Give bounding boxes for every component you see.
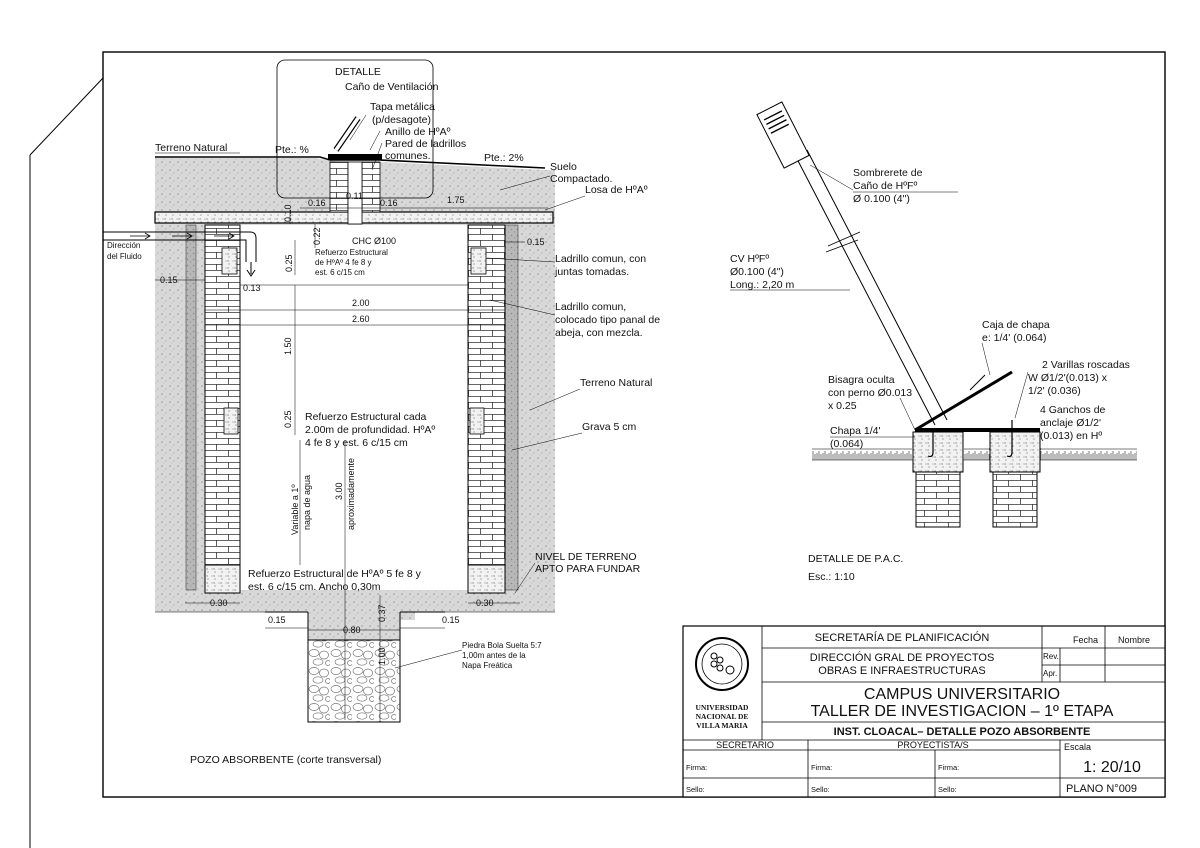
dim-037: 0.37 (377, 604, 387, 622)
firma-1: Firma: (686, 763, 708, 772)
rods-label-3: 1/2' (0.036) (1028, 385, 1081, 397)
sello-3: Sello: (938, 785, 957, 794)
dim-013: 0.13 (243, 283, 261, 293)
hinge-label-2: con perno Ø0.013 (828, 387, 913, 399)
stone-label-2: 1,00m antes de la (462, 651, 526, 660)
dim-100: 1.00 (377, 647, 387, 665)
flow-direction-label: Dirección (107, 241, 141, 250)
cap-label-3: Ø 0.100 (4") (853, 193, 910, 205)
dim-200: 2.00 (352, 298, 370, 308)
right-drawing-title: DETALLE DE P.A.C. (808, 553, 904, 565)
reinforcement-top-label-3: est. 6 c/15 cm (315, 268, 365, 277)
reinforcement-mid-label-1: Refuerzo Estructural cada (305, 411, 427, 423)
dim-260: 2.60 (352, 314, 370, 324)
cap-label-2: Caño de HºFº (853, 180, 918, 192)
pac-detail (730, 102, 1137, 583)
hooks-label-3: (0.013) en Hº (1040, 430, 1103, 442)
reinforcement-top-label-1: Refuerzo Estructural (315, 248, 388, 257)
metal-lid-note: (p/desagote) (372, 114, 431, 126)
rods-label-1: 2 Varillas roscadas (1042, 359, 1130, 371)
hinge-label-3: x 0.25 (828, 400, 857, 412)
vent-pipe-label: Caño de Ventilación (345, 81, 439, 93)
dim-030a: 0.30 (210, 598, 228, 608)
dim-025a: 0.25 (284, 254, 294, 272)
plate-label-2: (0.064) (830, 438, 864, 450)
compacted-soil-label: Suelo (550, 161, 577, 173)
dim-150: 1.50 (283, 337, 293, 355)
right-drawing-scale: Esc.: 1:10 (808, 571, 855, 583)
left-drawing-title: POZO ABSORBENTE (corte transversal) (190, 754, 382, 766)
box-label-1: Caja de chapa (982, 319, 1050, 331)
reinforcement-mid-label-3: 4 fe 8 y est. 6 c/15 cm (305, 437, 408, 449)
reinforcement-bot-label-1: Refuerzo Estructural de HºAº 5 fe 8 y (248, 568, 421, 580)
slab-label: Losa de HºAº (585, 184, 648, 196)
dim-016a: 0.16 (308, 198, 326, 208)
flow-direction-label-2: del Fluido (107, 252, 142, 261)
dim-025b: 0.25 (283, 410, 293, 428)
proyectistas-header: PROYECTISTA/S (897, 740, 969, 750)
natural-ground-label: Terreno Natural (155, 142, 228, 154)
stone-label-3: Napa Freática (462, 661, 513, 670)
dim-175: 1.75 (447, 195, 465, 205)
university-name-3: VILLA MARIA (696, 721, 748, 730)
rods-label-2: W Ø1/2'(0.013) x (1028, 372, 1108, 384)
ring-label: Anillo de HºAº (385, 126, 451, 138)
escala-label: Escala (1064, 742, 1092, 752)
foundation-label-2: APTO PARA FUNDAR (535, 563, 641, 575)
stone-label-1: Piedra Bola Suelta 5:7 (462, 641, 542, 650)
cv-label-1: CV HºFº (730, 253, 770, 265)
title-block (683, 626, 1165, 797)
dim-015a: 0.15 (527, 237, 545, 247)
slope-left-label: Pte.: % (275, 144, 309, 156)
absorbent-well-section (103, 60, 660, 766)
secretario-header: SECRETARIO (716, 740, 774, 750)
slope-right-label: Pte.: 2% (484, 152, 524, 164)
dim-011: 0.11 (346, 191, 363, 201)
plano-number: PLANO N°009 (1066, 783, 1138, 795)
dim-015c: 0.15 (268, 615, 286, 625)
apr-label: Apr. (1043, 669, 1058, 678)
brick-honeycomb-label-2: colocado tipo panal de (555, 314, 661, 326)
brick-joints-label-2: juntas tomadas. (555, 266, 630, 278)
cv-label-2: Ø0.100 (4") (730, 266, 784, 278)
secretariat-text: SECRETARÍA DE PLANIFICACIÓN (814, 632, 990, 644)
dim-015d: 0.15 (442, 615, 460, 625)
university-name-2: NACIONAL DE (695, 712, 749, 721)
cv-label-3: Long.: 2,20 m (730, 279, 795, 291)
reinforcement-bot-label-2: est. 6 c/15 cm. Ancho 0,30m (248, 581, 381, 593)
approx-label-2: aproximadamente (346, 457, 356, 530)
escala-value: 1: 20/10 (1083, 759, 1141, 776)
variable-label-1: Variable a 1º (290, 484, 300, 535)
direction-text-1: DIRECCIÓN GRAL DE PROYECTOS (809, 652, 995, 664)
approx-label-1: 3.00 (334, 482, 344, 500)
hooks-label-2: anclaje Ø1/2' (1040, 417, 1101, 429)
brick-honeycomb-label-1: Ladrillo comun, (555, 301, 627, 313)
cap-label-1: Sombrerete de (853, 167, 923, 179)
box-label-2: e: 1/4' (0.064) (982, 332, 1047, 344)
dim-016b: 0.16 (380, 198, 398, 208)
gravel-label: Grava 5 cm (582, 421, 637, 433)
university-name-1: UNIVERSIDAD (695, 703, 749, 712)
brick-joints-label-1: Ladrillo comun, con (555, 253, 647, 265)
reinforcement-mid-label-2: 2.00m de profundidad. HºAº (305, 424, 436, 436)
compacted-soil-label-2: Compactado. (550, 173, 613, 185)
wall-label: Pared de ladrillos (385, 138, 467, 150)
hinge-label-1: Bisagra oculta (828, 374, 895, 386)
drawing-subtitle: INST. CLOACAL– DETALLE POZO ABSORBENTE (833, 726, 1091, 738)
brick-honeycomb-label-3: abeja, con mezcla. (555, 327, 643, 339)
natural-ground-label-2: Terreno Natural (580, 377, 653, 389)
detail-title: DETALLE (335, 66, 381, 78)
dim-080: 0.80 (343, 625, 361, 635)
reinforcement-top-label-2: de HºAº 4 fe 8 y (315, 258, 372, 267)
fecha-header: Fecha (1073, 635, 1099, 645)
pipe-label: CHC Ø100 (352, 236, 397, 246)
foundation-label-1: NIVEL DE TERRENO (535, 551, 637, 563)
project-title-1: CAMPUS UNIVERSITARIO (863, 686, 1061, 703)
rev-label: Rev. (1043, 652, 1059, 661)
sello-1: Sello: (686, 785, 705, 794)
wall-note: comunes. (385, 150, 431, 162)
variable-label-2: napa de agua (302, 474, 312, 530)
firma-3: Firma: (938, 763, 960, 772)
nombre-header: Nombre (1118, 635, 1151, 645)
metal-lid-label: Tapa metálica (370, 101, 435, 113)
dim-022: 0.22 (312, 227, 322, 245)
direction-text-2: OBRAS E INFRAESTRUCTURAS (818, 665, 986, 677)
hooks-label-1: 4 Ganchos de (1040, 404, 1106, 416)
plate-label-1: Chapa 1/4' (830, 425, 881, 437)
firma-2: Firma: (811, 763, 833, 772)
dim-010: 0.10 (283, 204, 293, 222)
dim-015b: 0.15 (160, 275, 178, 285)
sello-2: Sello: (811, 785, 830, 794)
project-title-2: TALLER DE INVESTIGACION – 1º ETAPA (810, 703, 1114, 720)
dim-030b: 0.30 (476, 598, 494, 608)
